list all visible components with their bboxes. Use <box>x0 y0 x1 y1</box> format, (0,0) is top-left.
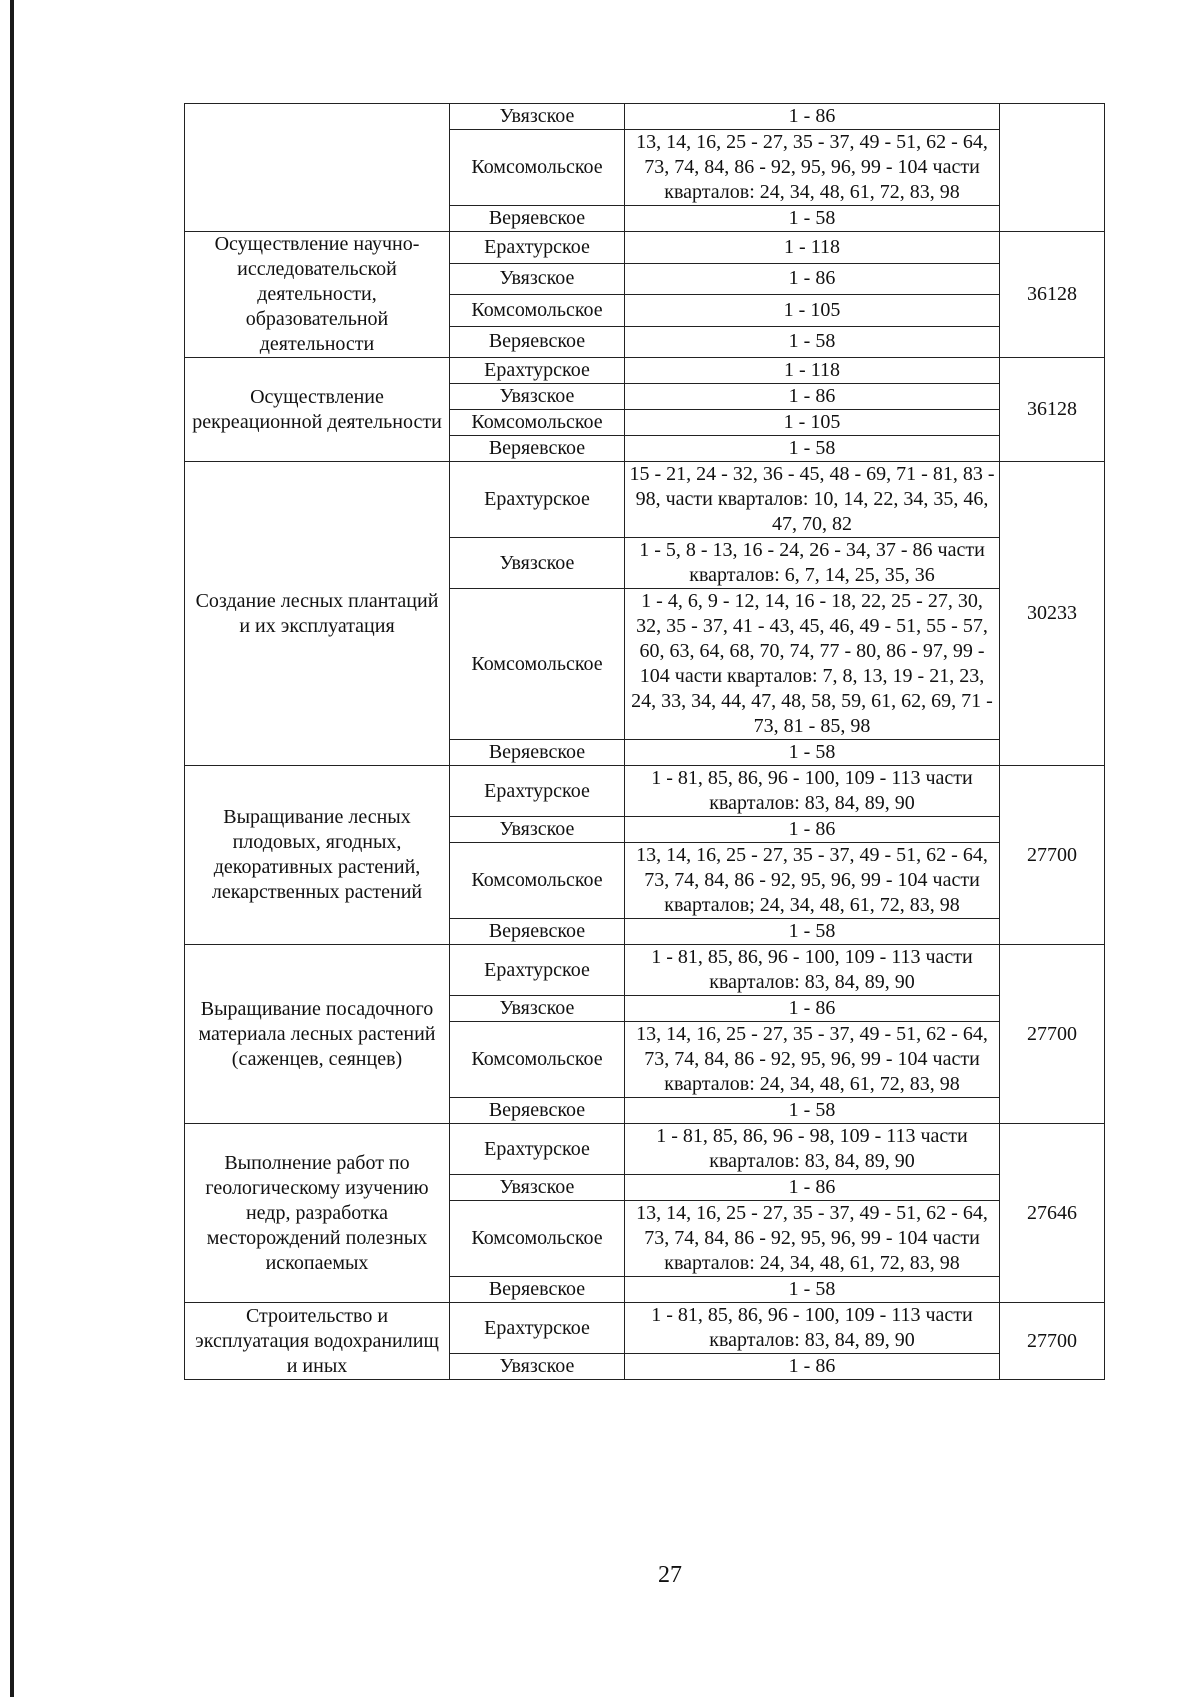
forestry-cell: Ерахтурское <box>450 232 625 264</box>
quarters-cell: 13, 14, 16, 25 - 27, 35 - 37, 49 - 51, 62 - 64, 73, 74, 84, 86 - 92, 95, 96, 99 - 104 части кварталов: 24, 34, 48, 61, 72, 83, 98 <box>625 130 1000 206</box>
activity-cell: Выполнение работ по геологическому изучению недр, разработка месторождений полезных ископаемых <box>185 1124 450 1303</box>
area-cell: 30233 <box>1000 462 1105 766</box>
quarters-cell: 1 - 58 <box>625 1098 1000 1124</box>
table-row <box>185 232 1105 264</box>
table-row <box>185 766 1105 817</box>
forestry-cell: Ерахтурское <box>450 1124 625 1175</box>
quarters-cell: 13, 14, 16, 25 - 27, 35 - 37, 49 - 51, 62 - 64, 73, 74, 84, 86 - 92, 95, 96, 99 - 104 части кварталов; 24, 34, 48, 61, 72, 83, 98 <box>625 843 1000 919</box>
forestry-cell: Комсомольское <box>450 1201 625 1277</box>
area-cell: 36128 <box>1000 358 1105 462</box>
activity-cell: Создание лесных плантаций и их эксплуатация <box>185 462 450 766</box>
quarters-cell: 1 - 118 <box>625 232 1000 264</box>
forestry-cell: Веряевское <box>450 1277 625 1303</box>
activity-cell: Выращивание посадочного материала лесных растений (саженцев, сеянцев) <box>185 945 450 1124</box>
forestry-cell: Комсомольское <box>450 130 625 206</box>
forestry-cell: Увязское <box>450 1175 625 1201</box>
forestry-cell: Веряевское <box>450 326 625 358</box>
quarters-cell: 13, 14, 16, 25 - 27, 35 - 37, 49 - 51, 62 - 64, 73, 74, 84, 86 - 92, 95, 96, 99 - 104 части кварталов: 24, 34, 48, 61, 72, 83, 98 <box>625 1201 1000 1277</box>
area-cell: 27646 <box>1000 1124 1105 1303</box>
area-cell: 27700 <box>1000 766 1105 945</box>
forestry-cell: Ерахтурское <box>450 462 625 538</box>
activity-cell: Выращивание лесных плодовых, ягодных, декоративных растений, лекарственных растений <box>185 766 450 945</box>
quarters-cell: 1 - 58 <box>625 206 1000 232</box>
quarters-cell: 1 - 81, 85, 86, 96 - 98, 109 - 113 части кварталов: 83, 84, 89, 90 <box>625 1124 1000 1175</box>
table-row <box>185 945 1105 996</box>
quarters-cell: 1 - 86 <box>625 1354 1000 1380</box>
forestry-cell: Увязское <box>450 263 625 295</box>
forestry-cell: Комсомольское <box>450 589 625 740</box>
quarters-cell: 1 - 5, 8 - 13, 16 - 24, 26 - 34, 37 - 86 части кварталов: 6, 7, 14, 25, 35, 36 <box>625 538 1000 589</box>
forestry-cell: Веряевское <box>450 206 625 232</box>
page-number: 27 <box>658 1562 682 1588</box>
table-row <box>185 104 1105 130</box>
forestry-cell: Увязское <box>450 384 625 410</box>
quarters-cell: 1 - 4, 6, 9 - 12, 14, 16 - 18, 22, 25 - 27, 30, 32, 35 - 37, 41 - 43, 45, 46, 49 - 51, 55 - 57, 60, 63, 64, 68, 70, 74, 77 - 80, 86 - 97, 99 - 104 части кварталов: 7, 8, 13, 19 - 21, 23, 24, 33, 34, 44, 47, 48, 58, 59, 61, 62, 69, 71 - 73, 81 - 85, 98 <box>625 589 1000 740</box>
area-cell: 36128 <box>1000 232 1105 358</box>
quarters-cell: 1 - 105 <box>625 410 1000 436</box>
area-cell: 27700 <box>1000 945 1105 1124</box>
quarters-cell: 1 - 58 <box>625 1277 1000 1303</box>
quarters-cell: 1 - 58 <box>625 436 1000 462</box>
forestry-cell: Ерахтурское <box>450 1303 625 1354</box>
area-cell: 27700 <box>1000 1303 1105 1380</box>
quarters-cell: 1 - 86 <box>625 817 1000 843</box>
forestry-cell: Увязское <box>450 996 625 1022</box>
forestry-cell: Увязское <box>450 538 625 589</box>
forestry-cell: Ерахтурское <box>450 945 625 996</box>
table-row <box>185 462 1105 538</box>
forestry-cell: Ерахтурское <box>450 766 625 817</box>
binding-edge-line <box>10 0 14 1697</box>
quarters-cell: 13, 14, 16, 25 - 27, 35 - 37, 49 - 51, 62 - 64, 73, 74, 84, 86 - 92, 95, 96, 99 - 104 части кварталов: 24, 34, 48, 61, 72, 83, 98 <box>625 1022 1000 1098</box>
forestry-cell: Веряевское <box>450 919 625 945</box>
quarters-cell: 1 - 81, 85, 86, 96 - 100, 109 - 113 части кварталов: 83, 84, 89, 90 <box>625 1303 1000 1354</box>
quarters-cell: 1 - 58 <box>625 326 1000 358</box>
quarters-cell: 1 - 86 <box>625 104 1000 130</box>
quarters-cell: 1 - 86 <box>625 1175 1000 1201</box>
forestry-cell: Комсомольское <box>450 843 625 919</box>
activity-cell: Осуществление рекреационной деятельности <box>185 358 450 462</box>
forestry-cell: Веряевское <box>450 1098 625 1124</box>
quarters-cell: 1 - 81, 85, 86, 96 - 100, 109 - 113 части кварталов: 83, 84, 89, 90 <box>625 945 1000 996</box>
quarters-cell: 1 - 118 <box>625 358 1000 384</box>
forestry-cell: Комсомольское <box>450 1022 625 1098</box>
quarters-cell: 1 - 86 <box>625 384 1000 410</box>
forest-usage-table <box>184 103 1105 1380</box>
forestry-cell: Увязское <box>450 1354 625 1380</box>
activity-cell: Строительство и эксплуатация водохранилищ и иных <box>185 1303 450 1380</box>
activity-cell: Осуществление научно-исследовательской деятельности, образовательной деятельности <box>185 232 450 358</box>
quarters-cell: 1 - 86 <box>625 996 1000 1022</box>
quarters-cell: 1 - 105 <box>625 295 1000 327</box>
table-row <box>185 358 1105 384</box>
activity-cell <box>185 104 450 232</box>
quarters-cell: 1 - 86 <box>625 263 1000 295</box>
forestry-cell: Увязское <box>450 817 625 843</box>
table-body <box>185 104 1105 1380</box>
quarters-cell: 15 - 21, 24 - 32, 36 - 45, 48 - 69, 71 - 81, 83 - 98, части кварталов: 10, 14, 22, 34, 35, 46, 47, 70, 82 <box>625 462 1000 538</box>
forestry-cell: Веряевское <box>450 740 625 766</box>
forestry-cell: Увязское <box>450 104 625 130</box>
table-row <box>185 1124 1105 1175</box>
forestry-cell: Веряевское <box>450 436 625 462</box>
quarters-cell: 1 - 58 <box>625 740 1000 766</box>
table-row <box>185 1303 1105 1354</box>
forestry-cell: Ерахтурское <box>450 358 625 384</box>
quarters-cell: 1 - 58 <box>625 919 1000 945</box>
area-cell <box>1000 104 1105 232</box>
forestry-cell: Комсомольское <box>450 410 625 436</box>
quarters-cell: 1 - 81, 85, 86, 96 - 100, 109 - 113 части кварталов: 83, 84, 89, 90 <box>625 766 1000 817</box>
forestry-cell: Комсомольское <box>450 295 625 327</box>
